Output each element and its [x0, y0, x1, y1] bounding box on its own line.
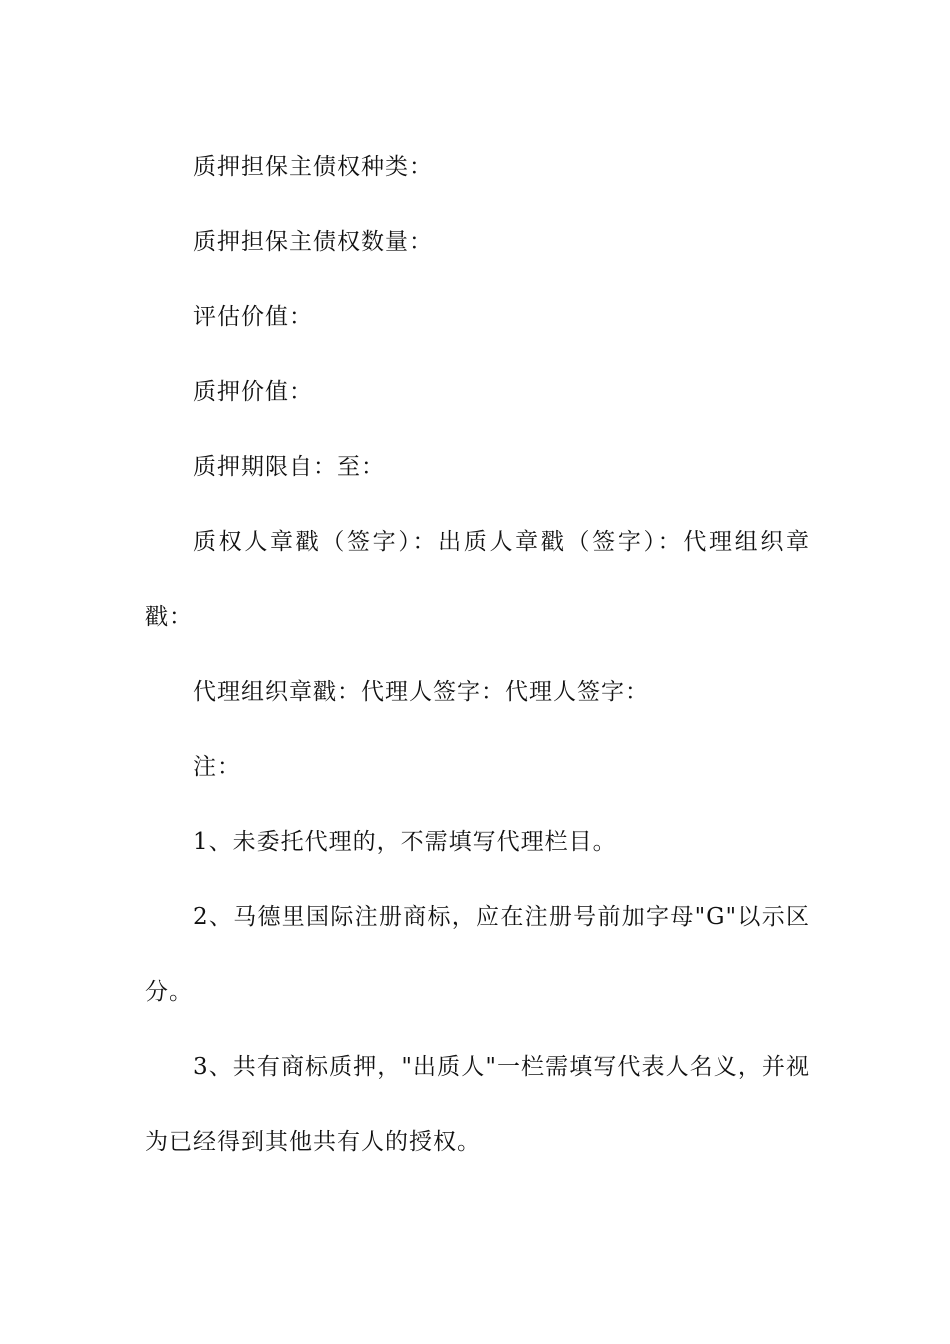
- document-body: [145, 130, 810, 1180]
- agent-signature-line: 代理组织章戳：代理人签字：代理人签字：: [193, 679, 649, 705]
- note-item: 2、马德里国际注册商标，应在注册号前加字母"G"以示区分。: [145, 904, 810, 1005]
- pledge-term: 质押期限自：至：: [193, 454, 385, 480]
- notes-heading: 注：: [193, 754, 241, 780]
- pledge-main-claim-amount: 质押担保主债权数量：: [193, 229, 433, 255]
- appraised-value: 评估价值：: [193, 304, 313, 330]
- pledge-main-claim-type: 质押担保主债权种类：: [193, 154, 433, 180]
- signature-stamps-line: 质权人章戳（签字）：出质人章戳（签字）：代理组织章戳：: [145, 529, 810, 630]
- pledge-value: 质押价值：: [193, 379, 313, 405]
- note-item: 3、共有商标质押，"出质人"一栏需填写代表人名义，并视为已经得到其他共有人的授权。: [145, 1054, 810, 1155]
- note-item: 1、未委托代理的，不需填写代理栏目。: [193, 829, 617, 855]
